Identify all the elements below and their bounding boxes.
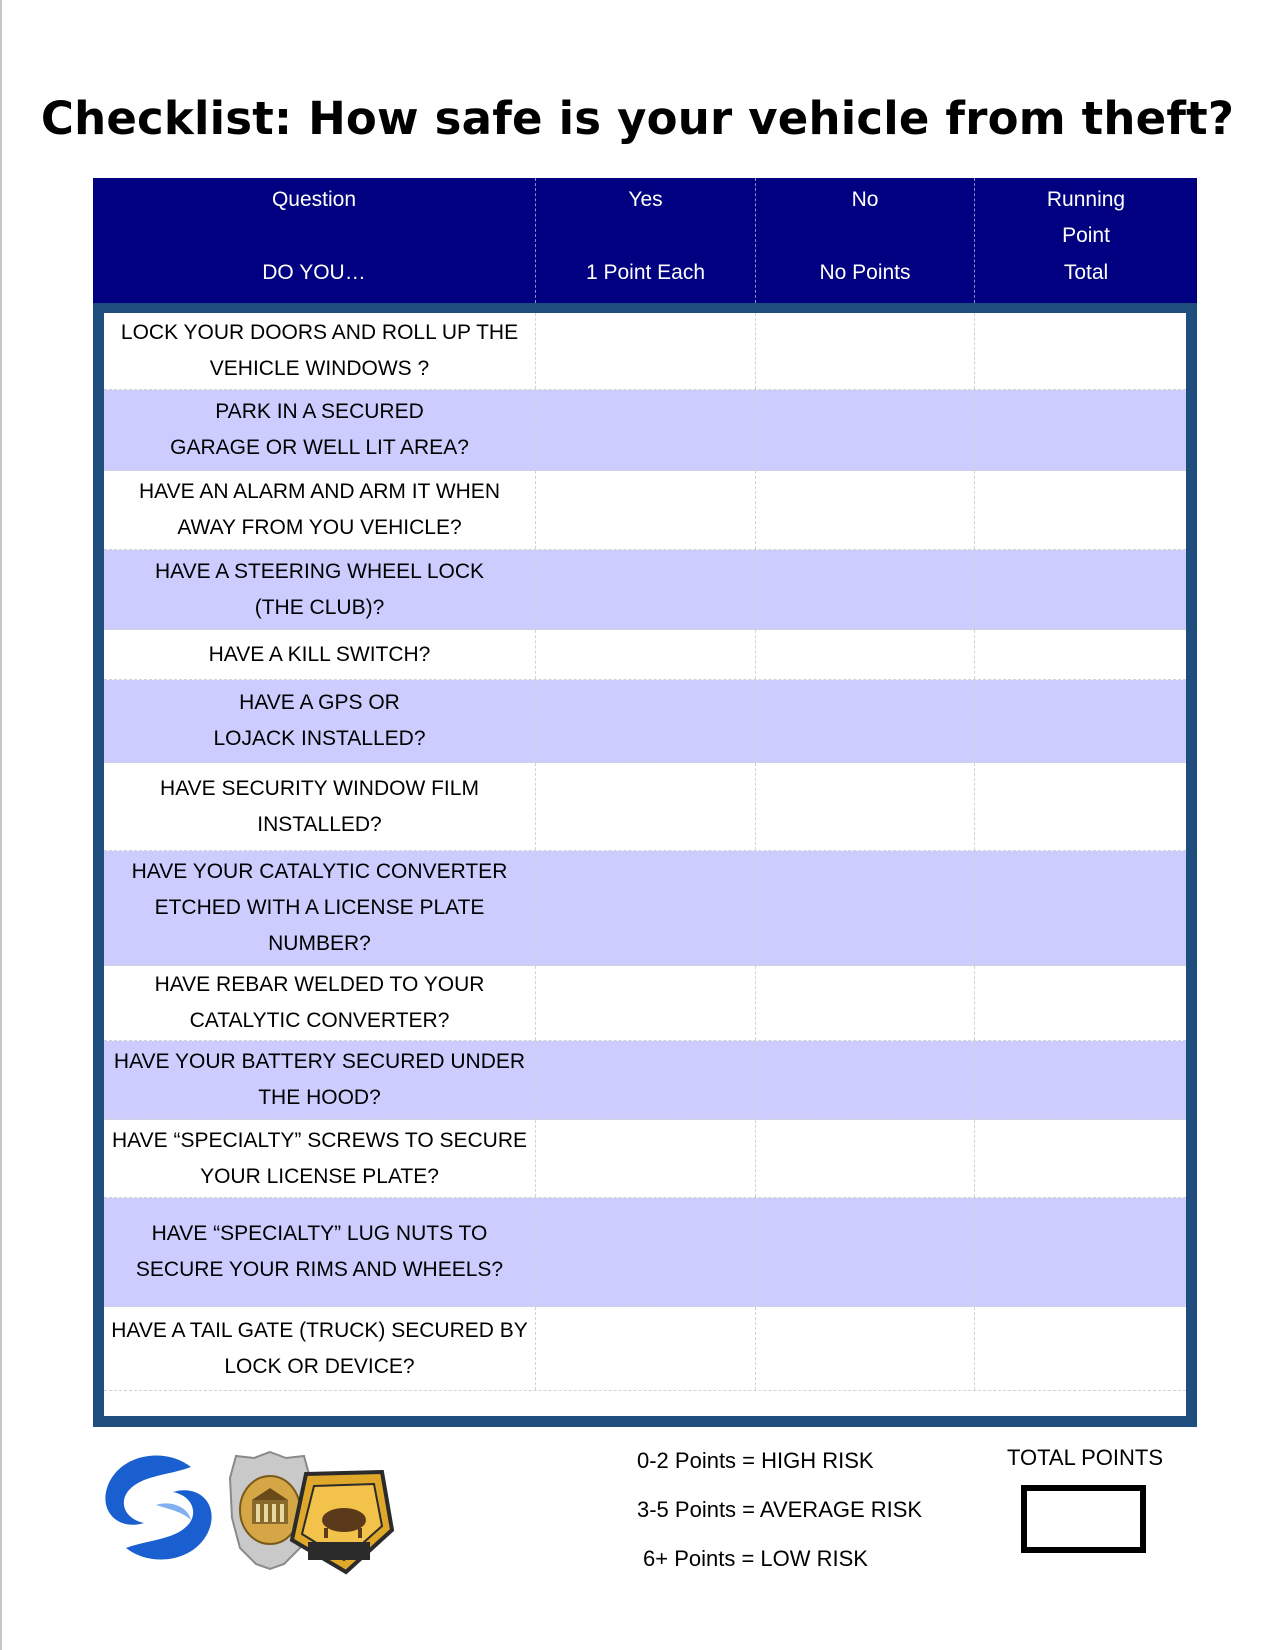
yes-cell[interactable] — [536, 851, 756, 965]
table-row — [104, 1198, 1186, 1307]
no-cell[interactable] — [756, 550, 975, 629]
table-row — [104, 390, 1186, 471]
yes-cell[interactable] — [536, 1307, 756, 1390]
question-text: HAVE YOUR CATALYTIC CONVERTER ETCHED WITH A LICENSE PLATE NUMBER? — [104, 851, 536, 965]
header-question — [93, 178, 536, 303]
total-points-label: TOTAL POINTS — [1006, 1445, 1164, 1470]
running-total-cell[interactable] — [975, 471, 1186, 549]
table-row — [104, 550, 1186, 630]
header-yes-sub: 1 Point Each — [585, 261, 706, 284]
question-text: HAVE A GPS OR LOJACK INSTALLED? — [104, 680, 536, 762]
yes-cell[interactable] — [536, 390, 756, 470]
no-cell[interactable] — [756, 313, 975, 389]
no-cell[interactable] — [756, 471, 975, 549]
no-cell[interactable] — [756, 1198, 975, 1306]
yes-cell[interactable] — [536, 680, 756, 762]
table-row — [104, 851, 1186, 966]
header-total-line2: Point — [1062, 224, 1110, 247]
running-total-cell[interactable] — [975, 851, 1186, 965]
yes-cell[interactable] — [536, 1120, 756, 1197]
question-text: HAVE AN ALARM AND ARM IT WHEN AWAY FROM YOU VEHICLE? — [104, 471, 536, 549]
no-cell[interactable] — [756, 763, 975, 850]
question-text: HAVE A TAIL GATE (TRUCK) SECURED BY LOCK OR DEVICE? — [104, 1307, 536, 1390]
header-total-line1: Running — [1046, 188, 1126, 211]
running-total-cell[interactable] — [975, 313, 1186, 389]
header-no-sub: No Points — [819, 261, 911, 284]
yes-cell[interactable] — [536, 763, 756, 850]
table-row — [104, 313, 1186, 390]
yes-cell[interactable] — [536, 471, 756, 549]
table-row — [104, 630, 1186, 680]
table-row — [104, 680, 1186, 763]
header-running-total — [975, 178, 1197, 303]
table-row — [104, 1041, 1186, 1120]
yes-cell[interactable] — [536, 1041, 756, 1119]
no-cell[interactable] — [756, 390, 975, 470]
no-cell[interactable] — [756, 1120, 975, 1197]
table-header — [93, 178, 1197, 303]
running-total-cell[interactable] — [975, 1041, 1186, 1119]
yes-cell[interactable] — [536, 1198, 756, 1306]
header-no — [756, 178, 975, 303]
table-row — [104, 471, 1186, 550]
checklist-rows — [104, 313, 1186, 1416]
no-cell[interactable] — [756, 680, 975, 762]
running-total-cell[interactable] — [975, 1198, 1186, 1306]
question-text: HAVE SECURITY WINDOW FILM INSTALLED? — [104, 763, 536, 850]
no-cell[interactable] — [756, 630, 975, 679]
checklist-table — [93, 303, 1197, 1427]
header-yes-label: Yes — [628, 188, 663, 211]
table-row — [104, 1307, 1186, 1391]
no-cell[interactable] — [756, 966, 975, 1040]
header-question-label: Question — [271, 188, 357, 211]
header-total-line3: Total — [1063, 261, 1109, 284]
page-edge-rule — [0, 0, 2, 1650]
score-high-risk: 0-2 Points = HIGH RISK — [637, 1448, 874, 1473]
header-no-label: No — [851, 188, 879, 211]
city-logo-icon — [96, 1445, 221, 1570]
running-total-cell[interactable] — [975, 390, 1186, 470]
no-cell[interactable] — [756, 1041, 975, 1119]
question-text: HAVE REBAR WELDED TO YOUR CATALYTIC CONVERTER? — [104, 966, 536, 1040]
score-low-risk: 6+ Points = LOW RISK — [643, 1546, 868, 1571]
total-points-box[interactable] — [1021, 1485, 1146, 1553]
yes-cell[interactable] — [536, 550, 756, 629]
score-average-risk: 3-5 Points = AVERAGE RISK — [637, 1497, 923, 1522]
running-total-cell[interactable] — [975, 1307, 1186, 1390]
yes-cell[interactable] — [536, 630, 756, 679]
question-text: HAVE YOUR BATTERY SECURED UNDER THE HOOD? — [104, 1041, 536, 1119]
header-yes — [536, 178, 756, 303]
running-total-cell[interactable] — [975, 966, 1186, 1040]
yes-cell[interactable] — [536, 313, 756, 389]
page-title: Checklist: How safe is your vehicle from theft? — [40, 92, 1235, 145]
running-total-cell[interactable] — [975, 1120, 1186, 1197]
south-gate-police-patch-icon — [286, 1470, 396, 1575]
question-text: HAVE A STEERING WHEEL LOCK (THE CLUB)? — [104, 550, 536, 629]
no-cell[interactable] — [756, 1307, 975, 1390]
question-text: HAVE A KILL SWITCH? — [104, 630, 536, 679]
table-row — [104, 966, 1186, 1041]
question-text: LOCK YOUR DOORS AND ROLL UP THE VEHICLE WINDOWS ? — [104, 313, 536, 389]
no-cell[interactable] — [756, 851, 975, 965]
table-row — [104, 763, 1186, 851]
question-text: HAVE “SPECIALTY” LUG NUTS TO SECURE YOUR RIMS AND WHEELS? — [104, 1198, 536, 1306]
yes-cell[interactable] — [536, 966, 756, 1040]
running-total-cell[interactable] — [975, 630, 1186, 679]
table-row — [104, 1120, 1186, 1198]
running-total-cell[interactable] — [975, 763, 1186, 850]
question-text: HAVE “SPECIALTY” SCREWS TO SECURE YOUR LICENSE PLATE? — [104, 1120, 536, 1197]
question-text: PARK IN A SECURED GARAGE OR WELL LIT AREA? — [104, 390, 536, 470]
running-total-cell[interactable] — [975, 680, 1186, 762]
running-total-cell[interactable] — [975, 550, 1186, 629]
header-question-sub: DO YOU… — [262, 261, 366, 284]
